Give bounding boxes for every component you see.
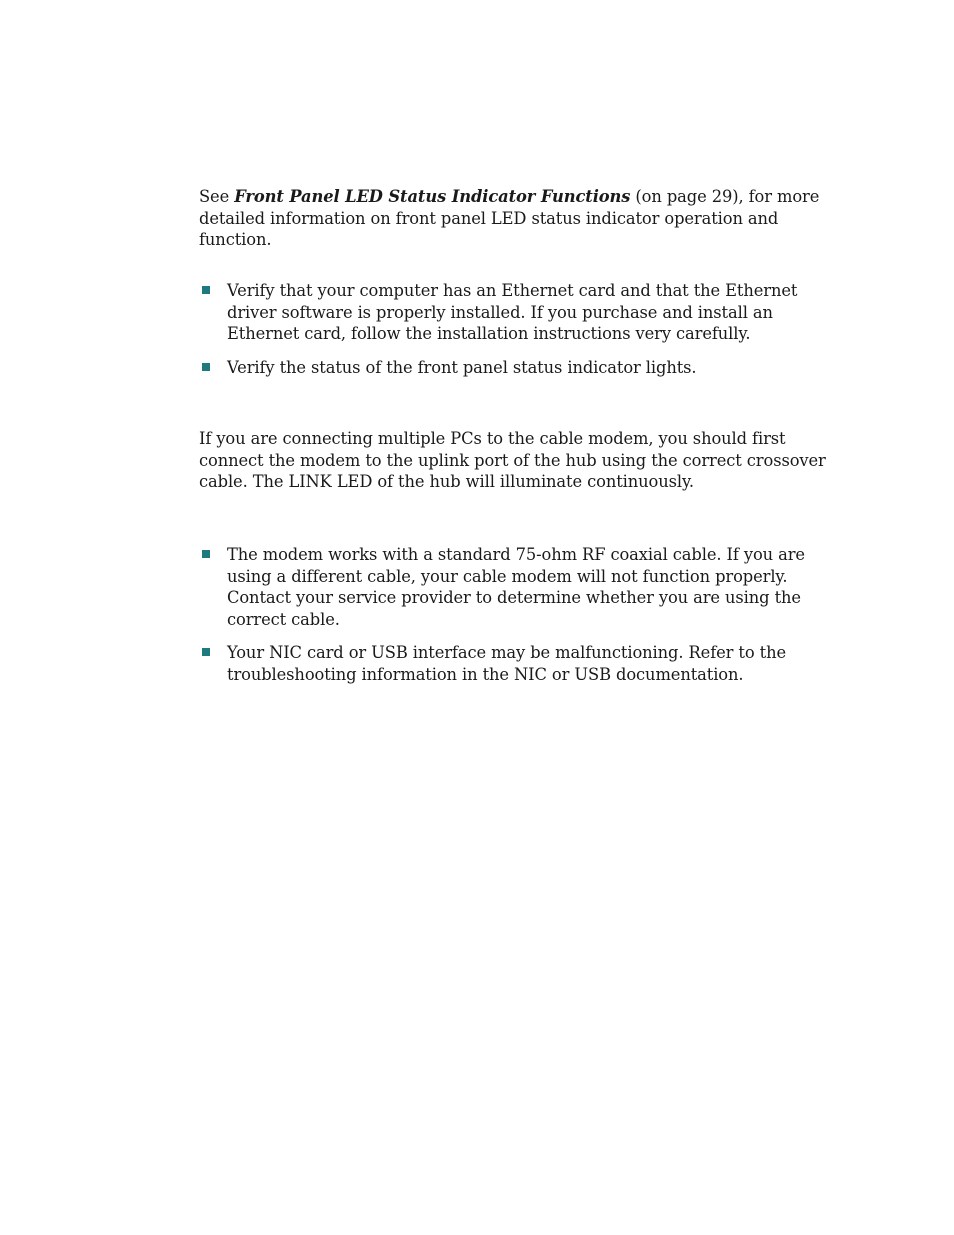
list-item-text: The modem works with a standard 75-ohm RF coaxial cable. If you are using a different cable, your cable modem will not function properly. Contact your service provider to determine whether you are using the correct cable. (227, 545, 805, 629)
intro-suffix: (on page 29), for more detailed information on front panel LED status indicator operation and function. (199, 187, 820, 249)
cable-checklist (199, 544, 839, 697)
square-bullet-icon (202, 286, 210, 294)
square-bullet-icon (202, 648, 210, 656)
list-item-text: Your NIC card or USB interface may be malfunctioning. Refer to the troubleshooting information in the NIC or USB documentation. (227, 643, 787, 684)
list-item-text: Verify the status of the front panel status indicator lights. (227, 357, 697, 377)
list-item (199, 280, 839, 345)
list-item (199, 642, 839, 685)
cross-reference-link[interactable]: Front Panel LED Status Indicator Functions (234, 187, 631, 206)
hub-connection-paragraph: If you are connecting multiple PCs to the cable modem, you should first connect the modem to the uplink port of the hub using the correct crossover cable. The LINK LED of the hub will illuminate continuously. (199, 429, 826, 491)
intro-paragraph (199, 186, 839, 251)
square-bullet-icon (202, 550, 210, 558)
square-bullet-icon (202, 363, 210, 371)
intro-prefix: See (199, 187, 235, 206)
list-item-text: Verify that your computer has an Ethernet card and that the Ethernet driver software is properly installed. If you purchase and install an Ethernet card, follow the installation instructions very carefully. (227, 281, 798, 343)
list-item (199, 357, 839, 379)
ethernet-checklist (199, 280, 839, 390)
list-item (199, 544, 839, 630)
